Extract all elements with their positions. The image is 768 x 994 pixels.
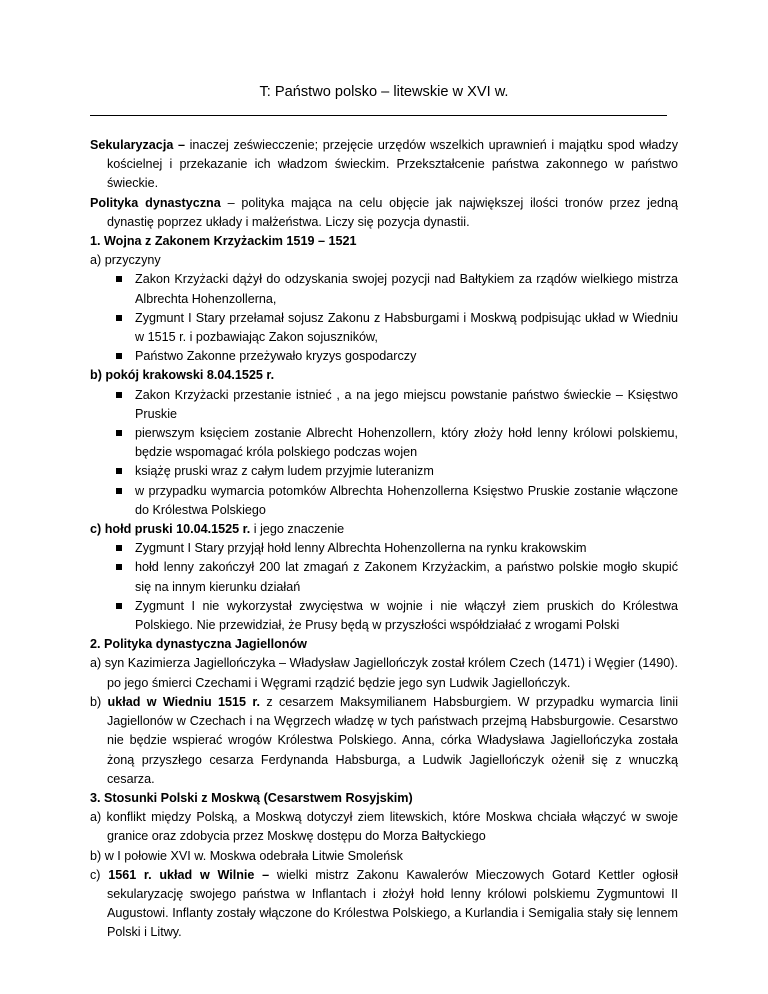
square-bullet-icon: [116, 315, 122, 321]
section-2b: b) układ w Wiedniu 1515 r. z cesarzem Maksymilianem Habsburgiem. W przypadku wymarcia linii Jagiellonów w Czechach i na Węgrzech władzę w tych państwach przejmą Habsburgowie. Cesarstwo nie będzie wspierać wrogów Królestwa Polskiego. Anna, córka Władysława Jagiellończyka została żoną przyszłego cesarza Ferdynanda Habsburga, a Ludwik Jagiellończyk ożenił się z wnuczką cesarza.: [90, 694, 678, 786]
definition-term: Polityka dynastyczna: [90, 195, 221, 210]
definition-polityka: [90, 194, 678, 232]
section-2a: a) syn Kazimierza Jagiellończyka – Władysław Jagiellończyk został królem Czech (1471) i Węgier (1490). po jego śmierci Czechami i Węgrami rządzić będzie jego syn Ludwik Jagiellończyk.: [90, 656, 678, 690]
section-1-heading: 1. Wojna z Zakonem Krzyżackim 1519 – 1521: [90, 234, 357, 249]
section-1b-label: b) pokój krakowski 8.04.1525 r.: [90, 368, 275, 383]
square-bullet-icon: [116, 603, 122, 609]
section-3b: b) w I połowie XVI w. Moskwa odebrała Litwie Smoleńsk: [90, 848, 403, 863]
section-1c-list: [90, 539, 678, 635]
definition-text: inaczej zeświecczenie; przejęcie urzędów wszelkich uprawnień i majątku spod władzy kościelnej i przekazanie ich władzom świeckim. Przekształcenie państwa zakonnego w państwo świeckie.: [107, 138, 678, 191]
square-bullet-icon: [116, 488, 122, 494]
list-item: książę pruski wraz z całym ludem przyjmie luteranizm: [90, 462, 678, 481]
list-item: pierwszym księciem zostanie Albrecht Hohenzollern, który złoży hołd lenny królowi polskiemu, będzie wspomagać króla polskiego podczas wojen: [90, 424, 678, 462]
list-item: Zygmunt I Stary przyjął hołd lenny Albrechta Hohenzollerna na rynku krakowskim: [90, 539, 678, 558]
definition-sekularyzacja: [90, 136, 678, 194]
list-item: Zygmunt I Stary przełamał sojusz Zakonu z Habsburgami i Moskwą podpisując układ w Wiedniu w 1515 r. i pozbawiając Zakon sojuszników,: [90, 309, 678, 347]
list-item: hołd lenny zakończył 200 lat zmagań z Zakonem Krzyżackim, a państwo polskie mogło skupić się na innym kierunku działań: [90, 558, 678, 596]
section-1c-label: c) hołd pruski 10.04.1525 r. i jego znaczenie: [90, 522, 345, 537]
definition-term: Sekularyzacja –: [90, 138, 185, 152]
list-item: Zakon Krzyżacki przestanie istnieć , a na jego miejscu powstanie państwo świeckie – Księstwo Pruskie: [90, 386, 678, 424]
list-item: Państwo Zakonne przeżywało kryzys gospodarczy: [90, 347, 678, 366]
square-bullet-icon: [116, 353, 122, 359]
section-1a-list: [90, 270, 678, 366]
section-3c: c) 1561 r. układ w Wilnie – wielki mistrz Zakonu Kawalerów Mieczowych Gotard Kettler ogłosił sekularyzację swojego państwa w Inflantach i złożył hołd lenny królowi polskiemu Zygmuntowi II Augustowi. Inflanty zostały włączone do Królestwa Polskiego, a Kurlandia i Semigalia stały się lennem Polski i Litwy.: [90, 867, 678, 940]
document-body: [90, 136, 678, 943]
square-bullet-icon: [116, 430, 122, 436]
section-1a-label: a) przyczyny: [90, 253, 161, 268]
list-item: w przypadku wymarcia potomków Albrechta Hohenzollerna Księstwo Pruskie zostanie włączone do Królestwa Polskiego: [90, 482, 678, 520]
square-bullet-icon: [116, 545, 122, 551]
square-bullet-icon: [116, 564, 122, 570]
title-underline: [90, 115, 667, 116]
definition-text: – polityka mająca na celu objęcie jak największej ilości tronów przez jedną dynastię poprzez układy i małżeństwa. Liczy się pozycja dynastii.: [107, 195, 678, 229]
section-1b-list: [90, 386, 678, 520]
section-2-heading: 2. Polityka dynastyczna Jagiellonów: [90, 637, 307, 652]
list-item: Zakon Krzyżacki dążył do odzyskania swojej pozycji nad Bałtykiem za rządów wielkiego mistrza Albrechta Hohenzollerna,: [90, 270, 678, 308]
square-bullet-icon: [116, 276, 122, 282]
page-title: T: Państwo polsko – litewskie w XVI w.: [259, 84, 509, 100]
square-bullet-icon: [116, 468, 122, 474]
section-3a: a) konflikt między Polską, a Moskwą dotyczył ziem litewskich, które Moskwa chciała włączyć w swoje granice oraz zdobycia przez Moskwę dostępu do Morza Bałtyckiego: [90, 810, 678, 844]
square-bullet-icon: [116, 392, 122, 398]
list-item: Zygmunt I nie wykorzystał zwycięstwa w wojnie i nie włączył ziem pruskich do Królestwa Polskiego. Nie przewidział, że Prusy będą w przyszłości współdziałać z wrogami Polski: [90, 597, 678, 635]
section-3-heading: 3. Stosunki Polski z Moskwą (Cesarstwem Rosyjskim): [90, 790, 413, 805]
